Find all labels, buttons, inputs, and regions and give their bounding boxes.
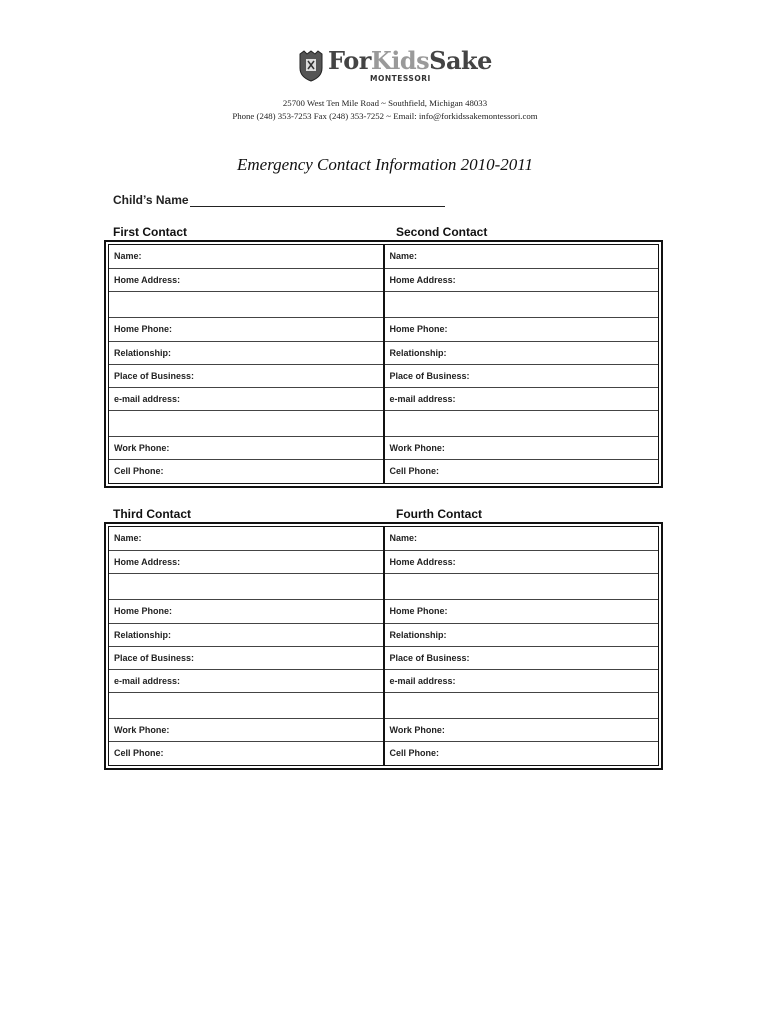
child-name-line[interactable] — [190, 193, 445, 207]
fourth-contact-column — [383, 527, 659, 765]
relationship-field[interactable]: Relationship: — [109, 623, 383, 646]
work-phone-field[interactable]: Work Phone: — [385, 436, 659, 459]
place-of-business-field[interactable]: Place of Business: — [385, 646, 659, 669]
home-address-extra-line[interactable] — [385, 573, 659, 599]
logo-wordmark: ForKidsSake — [328, 46, 492, 75]
relationship-field[interactable]: Relationship: — [385, 341, 659, 364]
home-phone-field[interactable]: Home Phone: — [109, 599, 383, 622]
email-extra-line[interactable] — [385, 410, 659, 436]
contact-line: Phone (248) 353-7253 Fax (248) 353-7252 ~ Email: info@forkidssakemontessori.com — [232, 111, 538, 121]
relationship-field[interactable]: Relationship: — [385, 623, 659, 646]
home-address-extra-line[interactable] — [109, 573, 383, 599]
cell-phone-field[interactable]: Cell Phone: — [109, 741, 383, 764]
email-field[interactable]: e-mail address: — [385, 669, 659, 692]
contact-table-1 — [104, 240, 663, 488]
cell-phone-field[interactable]: Cell Phone: — [385, 459, 659, 482]
cell-phone-field[interactable]: Cell Phone: — [385, 741, 659, 764]
email-extra-line[interactable] — [385, 692, 659, 718]
third-contact-column — [109, 527, 383, 765]
first-contact-column — [109, 245, 383, 483]
name-field[interactable]: Name: — [389, 533, 418, 543]
home-address-field[interactable]: Home Address: — [109, 550, 383, 573]
home-address-extra-line[interactable] — [109, 291, 383, 317]
email-field[interactable]: e-mail address: — [385, 387, 659, 410]
email-field[interactable]: e-mail address: — [109, 387, 383, 410]
address-line: 25700 West Ten Mile Road ~ Southfield, Michigan 48033 — [282, 98, 488, 108]
email-extra-line[interactable] — [109, 410, 383, 436]
home-phone-field[interactable]: Home Phone: — [385, 317, 659, 340]
crest-icon — [298, 50, 324, 82]
home-address-extra-line[interactable] — [385, 291, 659, 317]
home-address-field[interactable]: Home Address: — [385, 268, 659, 291]
place-of-business-field[interactable]: Place of Business: — [385, 364, 659, 387]
second-contact-heading: Second Contact — [396, 225, 488, 239]
child-name-field[interactable] — [113, 193, 445, 207]
place-of-business-field[interactable]: Place of Business: — [109, 646, 383, 669]
name-field[interactable]: Name: — [114, 533, 142, 543]
home-phone-field[interactable]: Home Phone: — [385, 599, 659, 622]
place-of-business-field[interactable]: Place of Business: — [109, 364, 383, 387]
first-contact-heading: First Contact — [113, 225, 188, 239]
second-contact-column — [383, 245, 659, 483]
child-name-label: Child’s Name — [113, 193, 189, 207]
logo-subtitle: MONTESSORI — [370, 74, 431, 83]
home-phone-field[interactable]: Home Phone: — [109, 317, 383, 340]
fourth-contact-heading: Fourth Contact — [396, 507, 482, 521]
home-address-field[interactable]: Home Address: — [385, 550, 659, 573]
work-phone-field[interactable]: Work Phone: — [109, 718, 383, 741]
work-phone-field[interactable]: Work Phone: — [109, 436, 383, 459]
work-phone-field[interactable]: Work Phone: — [385, 718, 659, 741]
home-address-field[interactable]: Home Address: — [109, 268, 383, 291]
email-field[interactable]: e-mail address: — [109, 669, 383, 692]
name-field[interactable]: Name: — [389, 251, 418, 261]
name-field[interactable]: Name: — [114, 251, 142, 261]
cell-phone-field[interactable]: Cell Phone: — [109, 459, 383, 482]
school-logo — [298, 46, 492, 88]
third-contact-heading: Third Contact — [113, 507, 191, 521]
form-title: Emergency Contact Information 2010-2011 — [236, 155, 534, 174]
contact-table-2 — [104, 522, 663, 770]
email-extra-line[interactable] — [109, 692, 383, 718]
relationship-field[interactable]: Relationship: — [109, 341, 383, 364]
